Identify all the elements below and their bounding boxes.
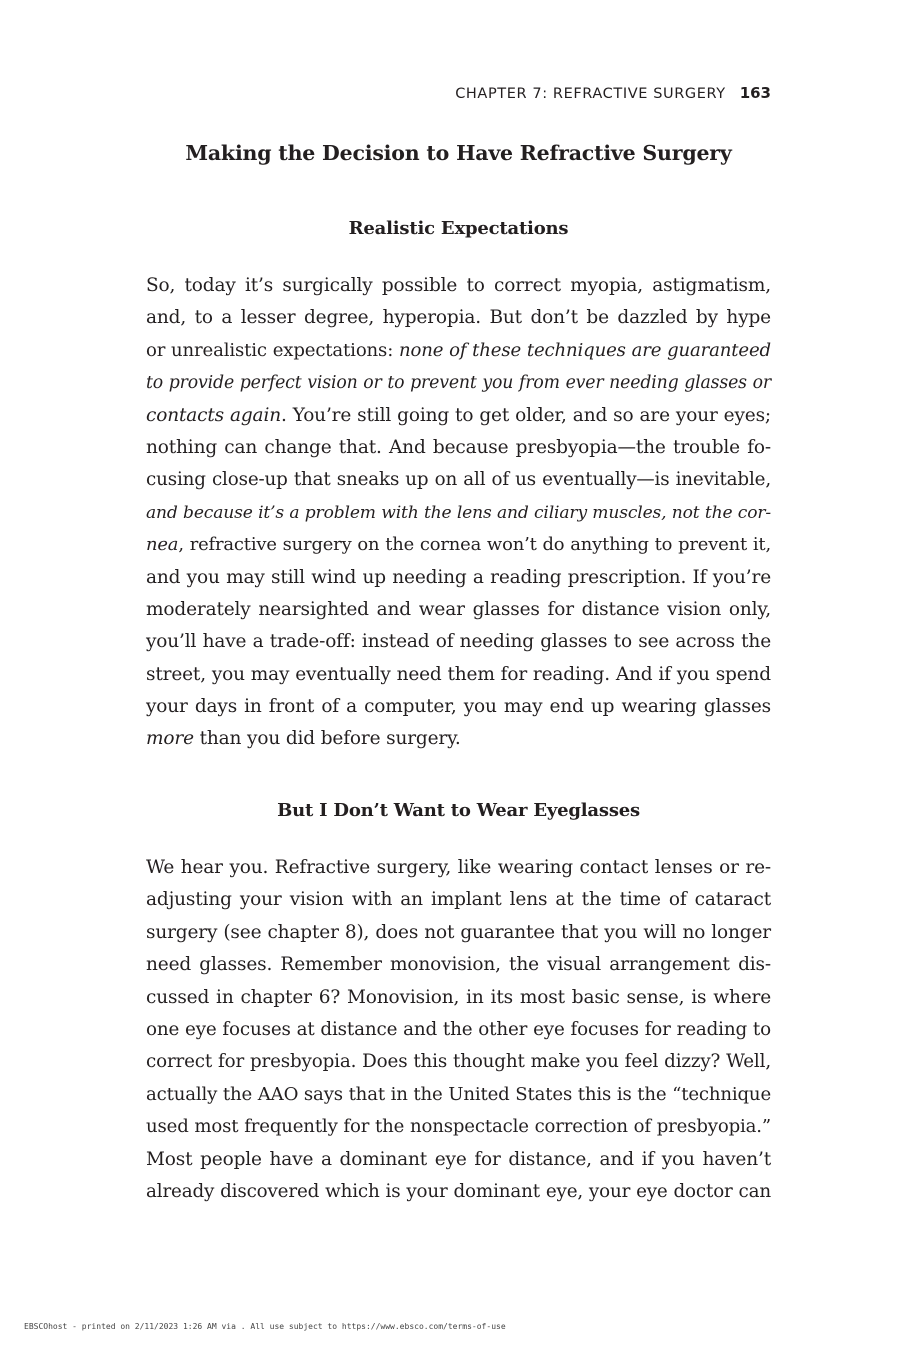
text-line: your days in front of a computer, you may end up wearing glasses bbox=[146, 696, 771, 718]
text-line: already discovered which is your dominant eye, your eye doctor can bbox=[146, 1180, 771, 1202]
text-line bbox=[146, 335, 771, 367]
text-line: So, today it’s surgically possible to correct myopia, astigmatism, bbox=[146, 275, 771, 296]
text-line: and, to a lesser degree, hyperopia. But don’t be dazzled by hype bbox=[146, 307, 771, 329]
running-head-title: CHAPTER 7: REFRACTIVE SURGERY bbox=[455, 86, 726, 102]
text-line: cusing close-up that sneaks up on all of us eventually—is inevitable, bbox=[146, 469, 771, 491]
text-run: . You’re still going to get older, and so are your eyes; bbox=[280, 404, 772, 426]
text-line: and you may still wind up needing a reading prescription. If you’re bbox=[146, 566, 771, 588]
text-line: moderately nearsighted and wear glasses for distance vision only, bbox=[146, 598, 771, 620]
paragraph-dont-want-eyeglasses bbox=[146, 852, 771, 1208]
paragraph-realistic-expectations bbox=[146, 270, 771, 756]
text-line: street, you may eventually need them for reading. And if you spend bbox=[146, 663, 771, 685]
text-line: used most frequently for the nonspectacle correction of presbyopia.” bbox=[146, 1116, 771, 1138]
text-line: need glasses. Remember monovision, the visual arrangement dis- bbox=[146, 954, 771, 976]
text-line: you’ll have a trade-off: instead of needing glasses to see across the bbox=[146, 631, 771, 653]
italic-line: to provide perfect vision or to prevent you from ever needing glasses or bbox=[146, 373, 771, 394]
italic-run: more bbox=[146, 728, 194, 750]
section-title: Making the Decision to Have Refractive Surgery bbox=[185, 141, 732, 165]
italic-run: none of these techniques are guaranteed bbox=[398, 339, 771, 361]
subhead-realistic-expectations: Realistic Expectations bbox=[348, 218, 569, 239]
italic-run: contacts again bbox=[146, 404, 281, 426]
text-line: surgery (see chapter 8), does not guarantee that you will no longer bbox=[146, 921, 771, 943]
subhead-dont-want-eyeglasses: But I Don’t Want to Wear Eyeglasses bbox=[277, 800, 640, 821]
text-line: Most people have a dominant eye for distance, and if you haven’t bbox=[146, 1148, 771, 1170]
text-line bbox=[146, 723, 771, 755]
text-line: actually the AAO says that in the United States this is the “technique bbox=[146, 1083, 771, 1105]
text-line: nothing can change that. And because presbyopia—the trouble fo- bbox=[146, 436, 771, 458]
print-footer: EBSCOhost - printed on 2/11/2023 1:26 AM via . All use subject to https://www.ebsco.com/terms-of-use bbox=[24, 1322, 506, 1331]
text-run: , refractive surgery on the cornea won’t do anything to prevent it, bbox=[178, 534, 771, 556]
italic-line: and because it’s a problem with the lens and ciliary muscles, not the cor- bbox=[146, 502, 771, 523]
text-line: We hear you. Refractive surgery, like wearing contact lenses or re- bbox=[146, 857, 771, 878]
text-line: one eye focuses at distance and the other eye focuses for reading to bbox=[146, 1018, 771, 1040]
page-number: 163 bbox=[739, 84, 771, 102]
text-line bbox=[146, 400, 771, 432]
text-line: cussed in chapter 6? Monovision, in its most basic sense, is where bbox=[146, 986, 771, 1008]
text-line bbox=[146, 529, 771, 561]
text-run: or unrealistic expectations: bbox=[146, 339, 399, 361]
text-run: than you did before surgery. bbox=[193, 728, 461, 750]
text-line: correct for presbyopia. Does this thought make you feel dizzy? Well, bbox=[146, 1051, 771, 1073]
italic-run: nea bbox=[146, 534, 179, 556]
text-line: adjusting your vision with an implant lens at the time of cataract bbox=[146, 889, 771, 911]
running-head bbox=[455, 84, 771, 102]
